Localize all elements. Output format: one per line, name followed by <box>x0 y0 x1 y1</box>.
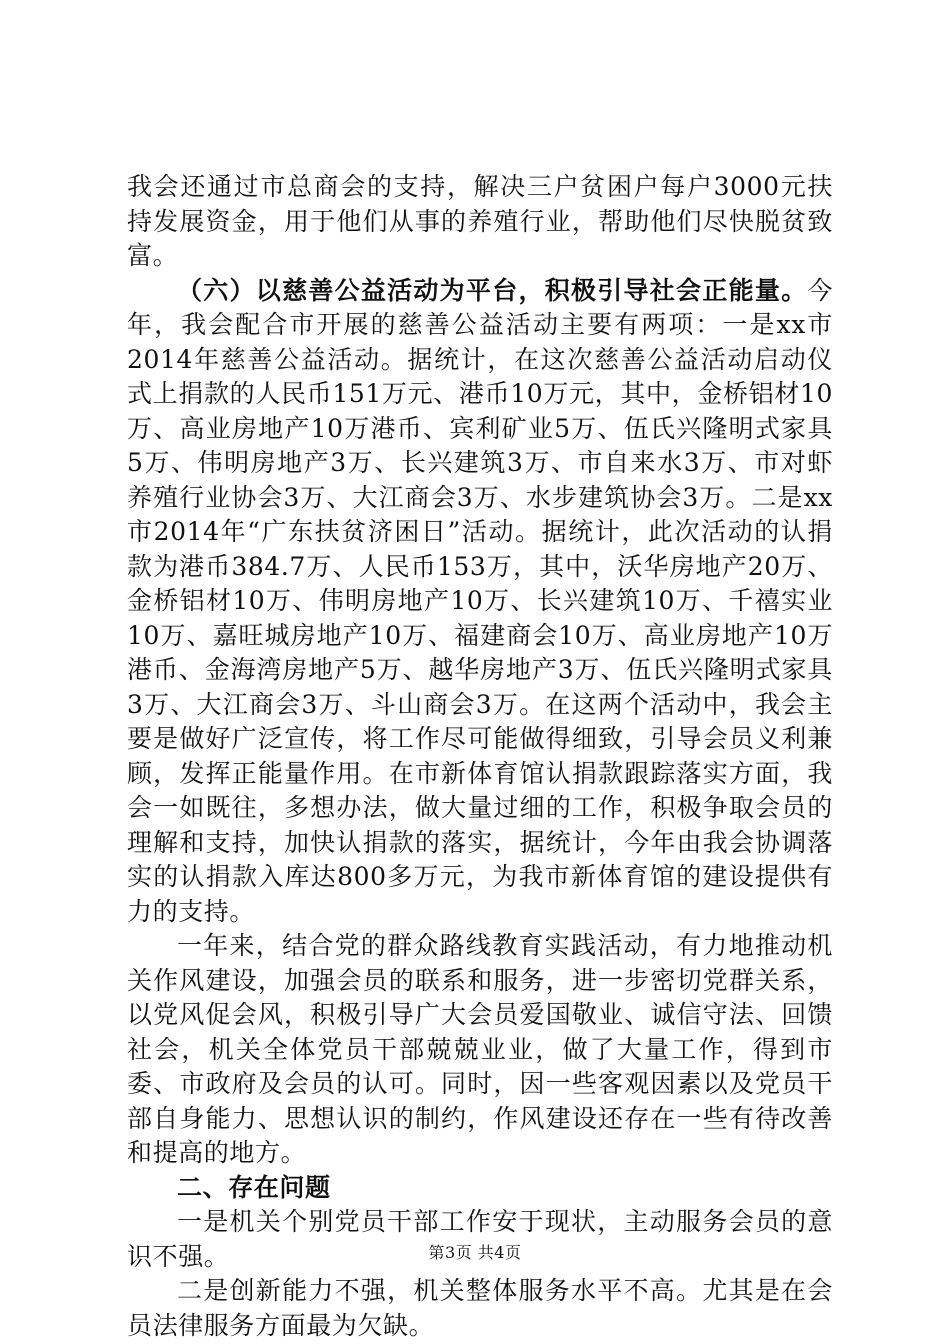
paragraph-text: 今年，我会配合市开展的慈善公益活动主要有两项：一是xx市2014年慈善公益活动。据统计，在这次慈善公益活动启动仪式上捐款的人民币151万元、港币10万元，其中，金桥铝材10万、高业房地产10万港币、宾利矿业5万、伍氏兴隆明式家具5万、伟明房地产3万、长兴建筑3万、市自来水3万、市对虾养殖行业协会3万、大江商会3万、水步建筑协会3万。二是xx市2014年“广东扶贫济困日”活动。据统计，此次活动的认捐款为港币384.7万、人民币153万，其中，沃华房地产20万、金桥铝材10万、伟明房地产10万、长兴建筑10万、千禧实业10万、嘉旺城房地产10万、福建商会10万、高业房地产10万港币、金海湾房地产5万、越华房地产3万、伍氏兴隆明式家具3万、大江商会3万、斗山商会3万。在这两个活动中，我会主要是做好广泛宣传，将工作尽可能做得细致，引导会员义利兼顾，发挥正能量作用。在市新体育馆认捐款跟踪落实方面，我会一如既往，多想办法，做大量过细的工作，积极争取会员的理解和支持，加快认捐款的落实，据统计，今年由我会协调落实的认捐款入库达800多万元，为我市新体育馆的建设提供有力的支持。 <box>127 275 833 926</box>
paragraph-text: 一年来，结合党的群众路线教育实践活动，有力地推动机关作风建设，加强会员的联系和服务，进一步密切党群关系，以党风促会风，积极引导广大会员爱国敬业、诚信守法、回馈社会，机关全体党员干部兢兢业业，做了大量工作，得到市委、市政府及会员的认可。同时，因一些客观因素以及党员干部自身能力、思想认识的制约，作风建设还存在一些有待改善和提高的地方。 <box>127 931 833 1167</box>
paragraph-text: 我会还通过市总商会的支持，解决三户贫困户每户3000元扶持发展资金，用于他们从事的养殖行业，帮助他们尽快脱贫致富。 <box>127 172 833 270</box>
paragraph-problem-one <box>127 1205 833 1274</box>
section-heading-text: 二、存在问题 <box>177 1172 331 1202</box>
section-six-title: （六）以慈善公益活动为平台，积极引导社会正能量。 <box>177 275 808 305</box>
paragraph-text: 二是创新能力不强，机关整体服务水平不高。尤其是在会员法律服务方面最为欠缺。 <box>127 1276 833 1340</box>
paragraph-problem-two <box>127 1274 833 1343</box>
paragraph-charity-activities <box>127 274 833 930</box>
section-heading-problems <box>127 1171 833 1206</box>
document-body <box>127 170 833 1343</box>
paragraph-year-summary <box>127 929 833 1171</box>
paragraph-text: 一是机关个别党员干部工作安于现状，主动服务会员的意识不强。 <box>127 1207 833 1271</box>
paragraph-poverty-support <box>127 170 833 274</box>
page-footer <box>0 1243 950 1263</box>
page-number: 第3页 共4页 <box>428 1243 522 1262</box>
